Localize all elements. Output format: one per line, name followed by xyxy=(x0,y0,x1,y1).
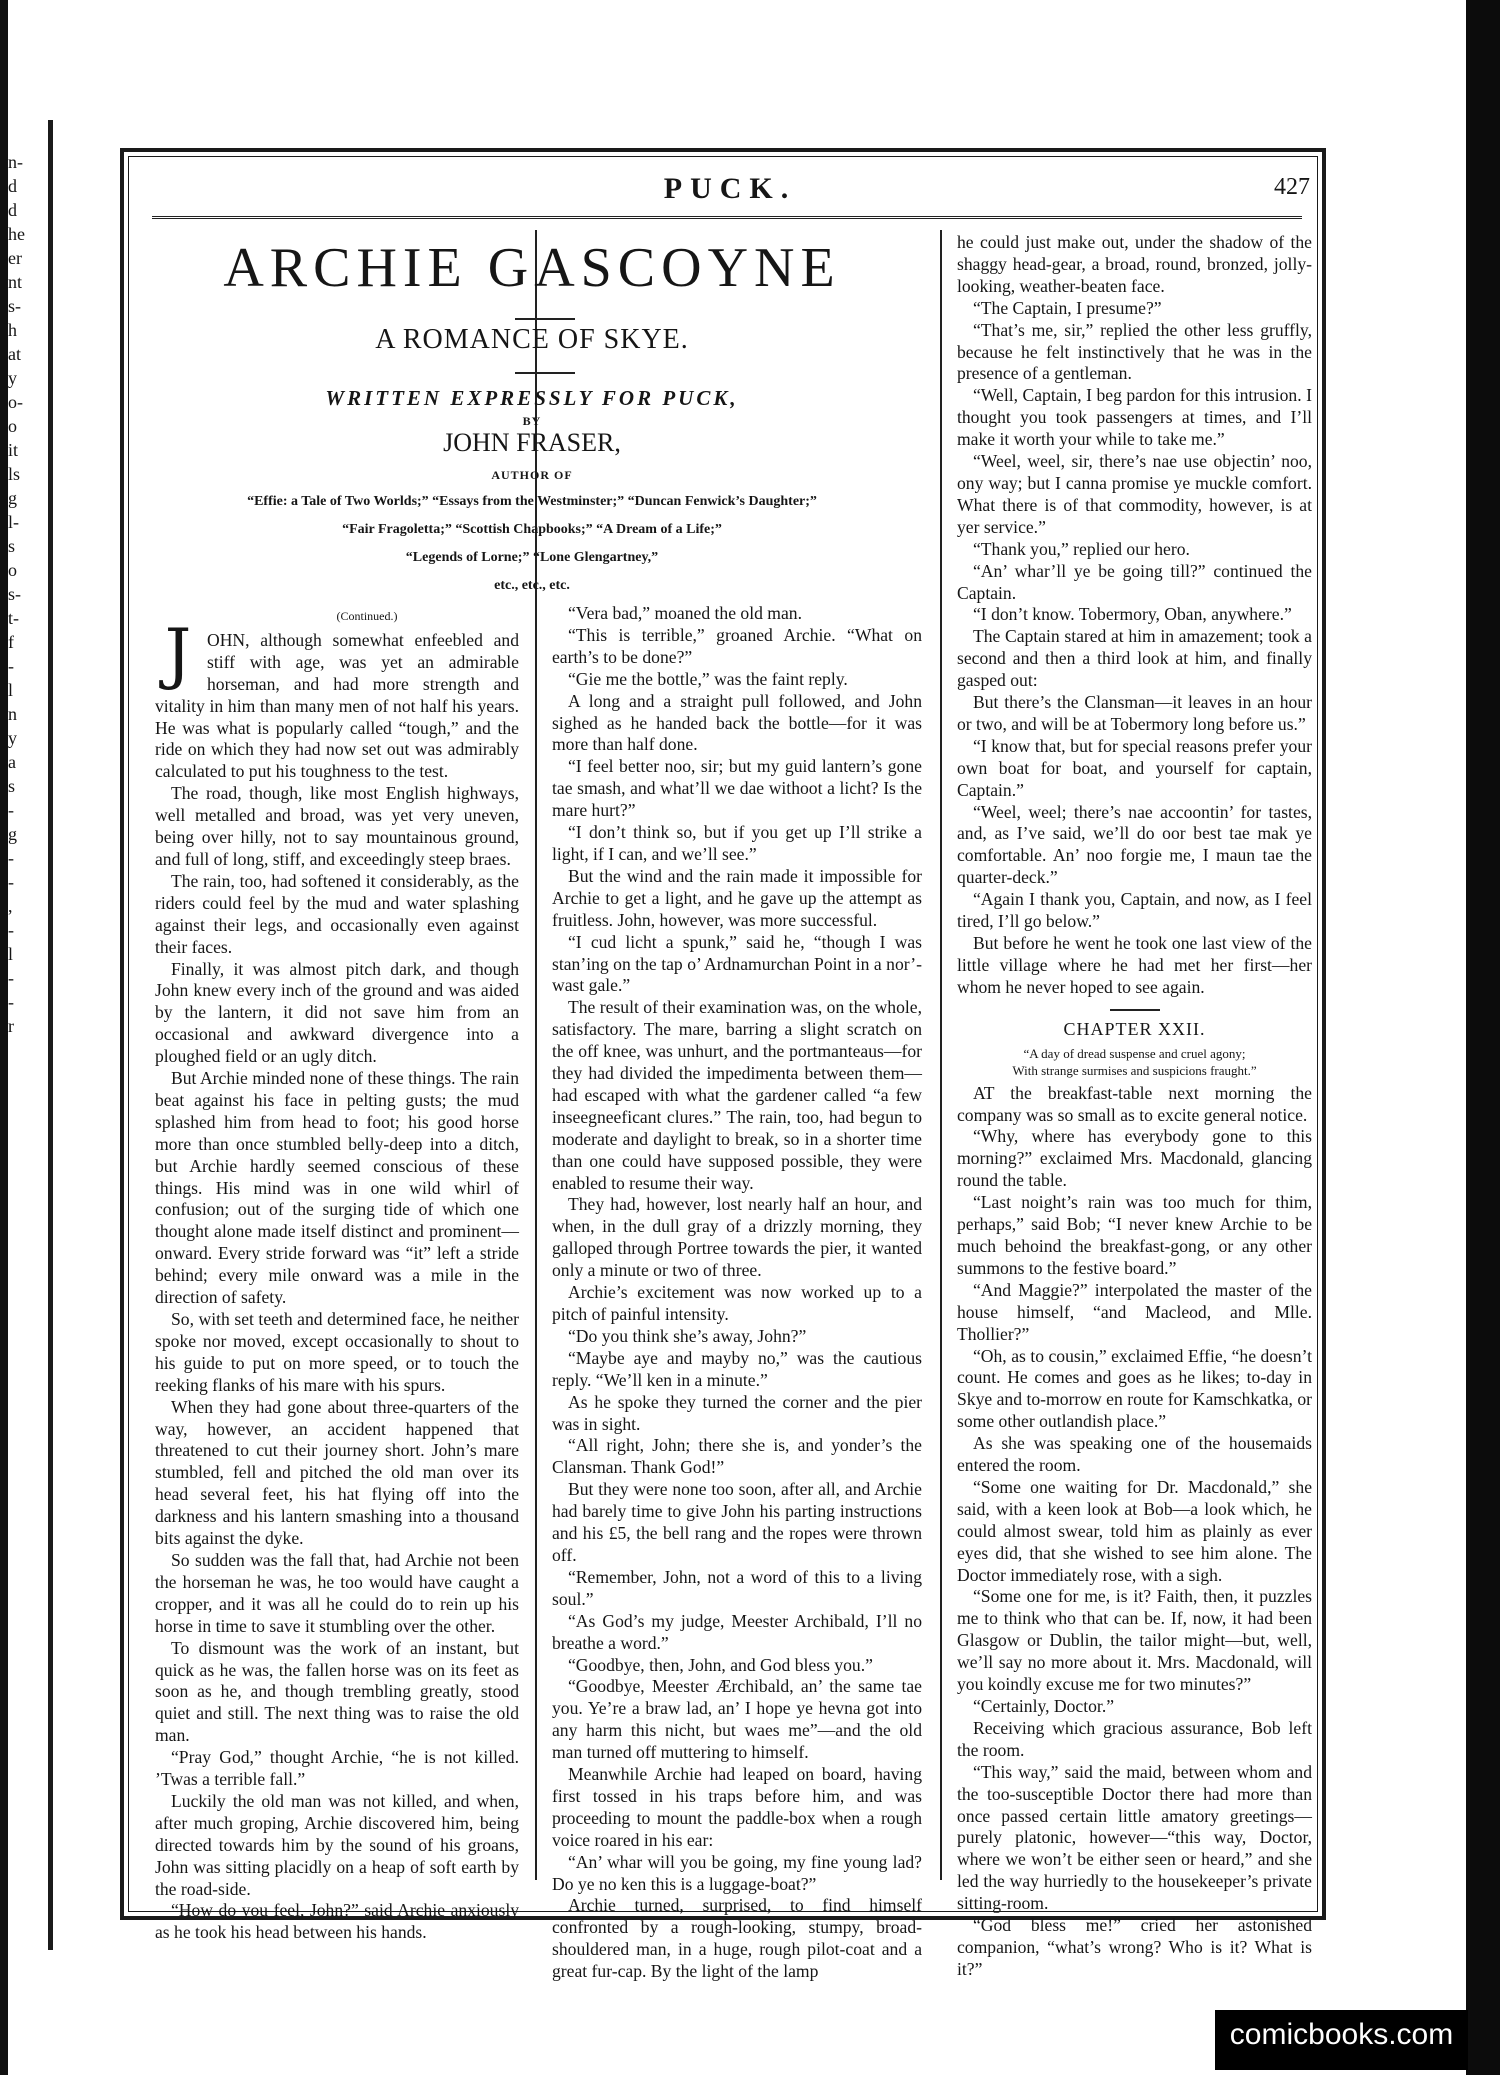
paragraph: “I know that, but for special reasons prefer your own boat for boat, and yourself for captain, Captain.” xyxy=(957,735,1312,800)
text-column-2 xyxy=(552,603,922,1983)
text-column-3 xyxy=(957,232,1312,1981)
text-column-1 xyxy=(155,606,519,1944)
paragraph: They had, however, lost nearly half an hour, and when, in the dull gray of a drizzly morning, they galloped through Portree towards the pier, it wanted only a minute or two of three. xyxy=(552,1194,922,1281)
paragraph: When they had gone about three-quarters of the way, however, an accident happened that threatened to cut their journey short. John’s mare stumbled, fell and pitched the old man over its head several feet, his hat flying off into the darkness and his lantern smashing into a thousand bits against the dyke. xyxy=(155,1396,519,1549)
paragraph: “I don’t know. Tobermory, Oban, anywhere.” xyxy=(973,604,1292,625)
fragment-line: s xyxy=(8,776,16,796)
paragraph: “Some one waiting for Dr. Macdonald,” she said, with a keen look at Bob—a look which, he could almost swear, told him as plainly as ever eyes did, that she wished to see him alone. The Doctor immediately rose, with a sigh. xyxy=(957,1476,1312,1585)
subtitle-rule xyxy=(515,372,575,374)
author-works-line: etc., etc., etc. xyxy=(494,578,570,593)
paragraph: As she was speaking one of the housemaids entered the room. xyxy=(957,1433,1312,1476)
paragraph: Luckily the old man was not killed, and when, after much groping, Archie discovered him, being directed towards him by the sound of his groans, John was sitting placidly on a heap of soft earth by the road-side. xyxy=(155,1790,519,1899)
paragraph: “Last noight’s rain was too much for thim, perhaps,” said Bob; “I never knew Archie to be much behoind the breakfast-gong, or any other summons to the festive board.” xyxy=(957,1192,1312,1278)
paragraph: Finally, it was almost pitch dark, and though John knew every inch of the ground and was aided by the lantern, it did not save him from an occasional and awkward divergence into a ploughed field or an ugly ditch. xyxy=(155,958,519,1067)
paragraph: “Thank you,” replied our hero. xyxy=(973,538,1190,559)
fragment-line: f xyxy=(8,632,14,652)
fragment-line: - xyxy=(8,800,14,820)
fragment-line: ls xyxy=(8,464,21,484)
paragraph: he could just make out, under the shadow of the shaggy head-gear, a broad, round, bronzed, jolly-looking, weather-beaten face. xyxy=(957,232,1312,296)
paragraph: “All right, John; there she is, and yonder’s the Clansman. Thank God!” xyxy=(552,1435,922,1478)
paragraph: “This is terrible,” groaned Archie. “What on earth’s to be done?” xyxy=(552,624,922,667)
fragment-line: g xyxy=(8,824,17,844)
paragraph: “Do you think she’s away, John?” xyxy=(568,1325,807,1346)
paragraph: “Gie me the bottle,” was the faint reply. xyxy=(568,668,848,689)
title-rule xyxy=(515,318,575,320)
fragment-line: it xyxy=(8,440,19,460)
masthead-title: PUCK. xyxy=(663,172,797,205)
masthead-rule xyxy=(152,216,1302,219)
fragment-line: - xyxy=(8,920,14,940)
fragment-line: - xyxy=(8,968,14,988)
story-subtitle: A ROMANCE OF SKYE. xyxy=(375,324,689,355)
paragraph: “Oh, as to cousin,” exclaimed Effie, “he doesn’t count. He comes and goes as he likes; to-day in Skye and to-morrow en route for Kamschkatka, or some other outlandish place.” xyxy=(957,1345,1312,1432)
fragment-line: o- xyxy=(8,392,23,412)
paragraph: But the wind and the rain made it impossible for Archie to get a light, and he gave up the attempt as fruitless. John, however, was more successful. xyxy=(552,865,922,930)
fragment-line: d xyxy=(8,176,17,196)
paragraph: “Some one for me, is it? Faith, then, it puzzles me to think who that can be. If, now, it had been Glasgow or Dublin, the tailor might—but, well, we’ll say no more about it. Mrs. Macdonald, will you koindly excuse me for two minutes?” xyxy=(957,1586,1312,1695)
paragraph: “Goodbye, then, John, and God bless you.” xyxy=(568,1654,873,1675)
paragraph: “Again I thank you, Captain, and now, as I feel tired, I’ll go below.” xyxy=(957,889,1312,932)
fragment-line: - xyxy=(8,872,14,892)
paragraph: “Goodbye, Meester Ærchibald, an’ the same tae you. Ye’re a braw lad, an’ I hope ye hevna got into any harm this nicht, but waes me”—and the old man turned off muttering to himself. xyxy=(552,1676,922,1763)
fragment-line: t- xyxy=(8,608,19,628)
paragraph: “God bless me!” cried her astonished companion, “what’s wrong? Who is it? What is it?” xyxy=(957,1915,1312,1979)
fragment-line: h xyxy=(8,320,17,340)
paragraph: “As God’s my judge, Meester Archibald, I’ll no breathe a word.” xyxy=(552,1610,922,1653)
paragraph: The result of their examination was, on the whole, satisfactory. The mare, barring a slight scratch on the off knee, was unhurt, and the portmanteaus—for they had divided the impedimenta between them—had escaped with what the gardener called “a few inseegneeficant clures.” The rain, too, had begun to moderate and daylight to break, so in a shorter time than one could have supposed possible, they were enabled to resume their way. xyxy=(552,997,922,1193)
by-line: BY xyxy=(522,414,542,428)
fragment-line: s- xyxy=(8,296,21,316)
fragment-line: l- xyxy=(8,512,19,532)
fragment-line: d xyxy=(8,200,17,220)
paragraph: The Captain stared at him in amazement; took a second and then a third look at him, and finally gasped out: xyxy=(957,626,1312,691)
paragraph: “This way,” said the maid, between whom and the too-susceptible Doctor there had more than once passed certain little amatory greetings—purely platonic, however—“this way, Doctor, where we won’t be either seen or heard,” and she led the way hurriedly to the housekeeper’s private sitting-room. xyxy=(957,1761,1312,1914)
paragraph: But they were none too soon, after all, and Archie had barely time to give John his parting instructions and his £5, the bell rang and the ropes were thrown off. xyxy=(552,1479,922,1565)
paragraph: The rain, too, had softened it considerably, as the riders could feel by the mud and water splashing against their legs, and occasionally even against their faces. xyxy=(155,870,519,957)
fragment-line: o xyxy=(8,560,17,580)
fragment-line: n xyxy=(8,704,17,724)
fragment-line: g xyxy=(8,488,17,508)
column-body xyxy=(957,232,1312,999)
paragraph: “Why, where has everybody gone to this morning?” exclaimed Mrs. Macdonald, glancing round the table. xyxy=(957,1126,1312,1191)
fragment-line: , xyxy=(8,896,13,916)
fragment-line: n- xyxy=(8,152,23,172)
paragraph: “An’ whar’ll ye be going till?” continued the Captain. xyxy=(957,560,1312,603)
paragraph: “Certainly, Doctor.” xyxy=(973,1696,1115,1716)
paragraph: But Archie minded none of these things. The rain beat against his face in pelting gusts; the mud splashed him from head to foot; his good horse more than once stumbled belly-deep into a ditch, but Archie hardly seemed conscious of these things. His mind was in one wild whirl of confusion; out of the surging tide of which one thought alone made itself distinct and prominent—onward. Every stride forward was “it” left a stride behind; every mile onward was a mile in the direction of safety. xyxy=(155,1068,519,1308)
fragment-line: nt xyxy=(8,272,23,292)
column-rule xyxy=(940,230,942,1880)
paragraph: “I don’t think so, but if you get up I’ll strike a light, if I can, and we’ll see.” xyxy=(552,822,922,864)
fragment-line: s xyxy=(8,536,16,556)
paragraph: AT the breakfast-table next morning the company was so small as to excite general notice. xyxy=(957,1082,1312,1125)
author-works-line: “Fair Fragoletta;” “Scottish Chapbooks;” “A Dream of a Life;” xyxy=(342,522,722,537)
paragraph: “I cud licht a spunk,” said he, “though I was stan’ing on the tap o’ Ardnamurchan Point in a nor’-wast gale.” xyxy=(552,931,922,996)
scan-border xyxy=(0,0,8,2075)
fragment-line: - xyxy=(8,992,14,1012)
fragment-line: r xyxy=(8,1016,14,1036)
paragraph: “Maybe aye and mayby no,” was the cautious reply. “We’ll ken in a minute.” xyxy=(552,1347,922,1390)
paragraph: “And Maggie?” interpolated the master of the house himself, “and Macleod, and Mlle. Thollier?” xyxy=(957,1279,1312,1344)
gutter-rule xyxy=(48,120,53,1950)
paragraph: Archie turned, surprised, to find himself confronted by a rough-looking, stumpy, broad-shouldered man, in a huge, rough pilot-coat and a great fur-cap. By the light of the lamp xyxy=(552,1895,922,1982)
paragraph: To dismount was the work of an instant, but quick as he was, the fallen horse was on its feet as soon as he, and though trembling greatly, stood quiet and still. The next thing was to raise the old man. xyxy=(155,1637,519,1746)
epigraph-line: “A day of dread suspense and cruel agony; xyxy=(1023,1045,1246,1061)
chapter-rule xyxy=(1110,1009,1160,1011)
paragraph: “Well, Captain, I beg pardon for this intrusion. I thought you took passengers at times, and I’ll make it worth your while to take me.” xyxy=(957,385,1312,450)
paragraph: As he spoke they turned the corner and the pier was in sight. xyxy=(552,1391,922,1434)
scan-border-right xyxy=(1466,0,1500,2075)
paragraph: Receiving which gracious assurance, Bob left the room. xyxy=(957,1717,1312,1760)
chapter-epigraph xyxy=(957,1045,1312,1079)
paragraph: “Weel, weel; there’s nae accoontin’ for tastes, and, as I’ve said, we’ll do oor best tae mak ye comfortable. An’ noo forgie me, I maun tae the quarter-deck.” xyxy=(957,801,1312,888)
author-of-label: AUTHOR OF xyxy=(491,468,573,482)
fragment-line: l xyxy=(8,944,14,964)
fragment-line: er xyxy=(8,248,22,268)
fragment-line: - xyxy=(8,656,14,676)
author-name: JOHN FRASER, xyxy=(443,428,621,457)
paragraph: So sudden was the fall that, had Archie not been the horseman he was, he too would have caught a cropper, and it was all he could do to rein up his horse in time to save it stumbling over the other. xyxy=(155,1549,519,1636)
author-works-line: “Effie: a Tale of Two Worlds;” “Essays from the Westminster;” “Duncan Fenwick’s Daughter;” xyxy=(247,494,817,509)
previous-page-fragment xyxy=(8,150,48,1750)
epigraph-line: With strange surmises and suspicions fraught.” xyxy=(1012,1062,1257,1078)
paragraph: So, with set teeth and determined face, he neither spoke nor moved, except occasionally to shout to his guide to put on more speed, or to touch the reeking flanks of his mare with his spurs. xyxy=(155,1309,519,1395)
paragraph: A long and a straight pull followed, and John sighed as he handed back the bottle—for it was more than half done. xyxy=(552,690,922,755)
paragraph: But there’s the Clansman—it leaves in an hour or two, and will be at Tobermory long before us.” xyxy=(957,692,1312,734)
paragraph: “How do you feel, John?” said Archie anxiously as he took his head between his hands. xyxy=(155,1900,519,1943)
paragraph: “The Captain, I presume?” xyxy=(973,297,1162,318)
fragment-line: - xyxy=(8,848,14,868)
column-body xyxy=(552,603,922,1983)
drop-cap: J xyxy=(164,614,192,692)
paragraph: “Remember, John, not a word of this to a living soul.” xyxy=(552,1566,922,1609)
paragraph: “I feel better noo, sir; but my guid lantern’s gone tae smash, and what’ll we dae withoot a licht? Is the mare hurt?” xyxy=(552,756,922,821)
paragraph: “An’ whar will you be going, my fine young lad? Do ye no ken this is a luggage-boat?” xyxy=(552,1851,922,1894)
page-number: 427 xyxy=(1274,174,1310,200)
fragment-line: s- xyxy=(8,584,21,604)
fragment-line: y xyxy=(8,728,17,748)
paragraph: “Pray God,” thought Archie, “he is not killed. ’Twas a terrible fall.” xyxy=(155,1747,519,1790)
paragraph: The road, though, like most English highways, well metalled and broad, was yet very uneven, being over hilly, not to say mountainous ground, and full of long, stiff, and exceedingly steep braes. xyxy=(155,783,519,869)
fragment-line: he xyxy=(8,224,25,244)
author-works-line: “Legends of Lorne;” “Lone Glengartney,” xyxy=(405,550,659,565)
continued-note: (Continued.) xyxy=(336,609,398,623)
fragment-line: o xyxy=(8,416,17,436)
chapter-heading: CHAPTER XXII. xyxy=(1063,1018,1206,1039)
paragraph: “Vera bad,” moaned the old man. xyxy=(568,603,803,623)
fragment-line: a xyxy=(8,752,16,772)
fragment-line: at xyxy=(8,344,21,364)
paragraph: “That’s me, sir,” replied the other less gruffly, because he felt instinctively that he was in the presence of a gentleman. xyxy=(957,319,1312,384)
paragraph: OHN, although somewhat enfeebled and stiff with age, was yet an admirable horseman, and had more strength and vitality in him than many men of not half his years. He was what is popularly called “tough,” and the ride on which they had now set out was admirably calculated to put his toughness to the test. xyxy=(155,629,519,782)
fragment-line: y xyxy=(8,368,17,388)
column-body xyxy=(155,630,519,1944)
written-for-line: WRITTEN EXPRESSLY FOR PUCK, xyxy=(325,386,739,410)
paragraph: But before he went he took one last view of the little village where he had met her first—her whom he never hoped to see again. xyxy=(957,933,1312,997)
column-body xyxy=(957,1083,1312,1981)
paragraph: “Weel, weel, sir, there’s nae use objectin’ noo, ony way; but I canna promise ye muckle comfort. What there is of that commodity, however, is at yer service.” xyxy=(957,451,1312,537)
fragment-line: l xyxy=(8,680,14,700)
paragraph: Meanwhile Archie had leaped on board, having first tossed in his traps before him, and was proceeding to mount the paddle-box when a rough voice roared in his ear: xyxy=(552,1764,922,1850)
story-title: ARCHIE GASCOYNE xyxy=(223,237,841,299)
watermark-text: comicbooks.com xyxy=(1229,2018,1454,2051)
paragraph: Archie’s excitement was now worked up to a pitch of painful intensity. xyxy=(552,1282,922,1324)
